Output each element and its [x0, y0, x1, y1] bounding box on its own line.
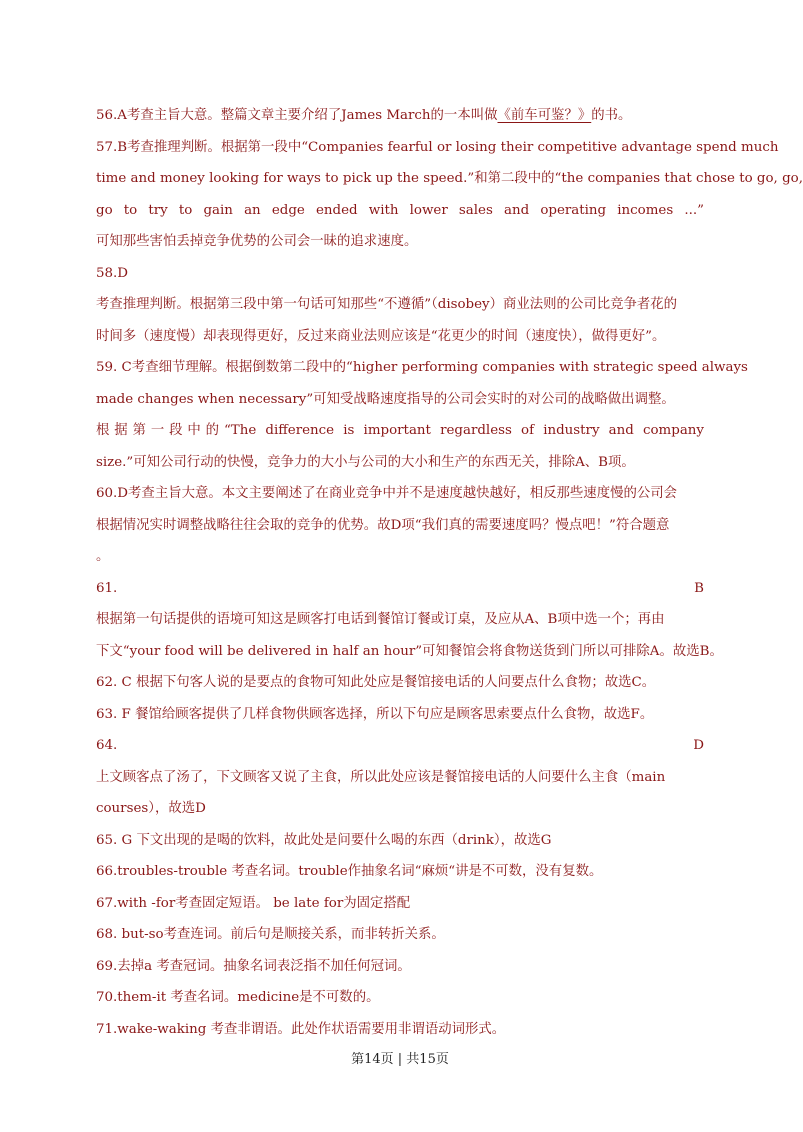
answer-61-letter: B	[694, 580, 704, 596]
answer-56	[96, 100, 704, 132]
answer-57-line-1: 57.B考查推理判断。根据第一段中“Companies fearful or losing their competitive advantage spend much	[96, 139, 779, 155]
answer-63: 63. F 餐馆给顾客提供了几样食物供顾客选择，所以下句应是顾客思索要点什么食物，故选F。	[96, 706, 654, 722]
answer-58-number: 58.D	[96, 265, 129, 281]
answer-70: 70.them-it 考查名词。medicine是不可数的。	[96, 990, 380, 1005]
answer-59-line-3: 根据第一段中的“The difference is important regardless of industry and company	[96, 423, 704, 438]
answer-68: 68. but-so考查连词。前后句是顺接关系，而非转折关系。	[96, 927, 445, 942]
answer-61-number: 61.	[96, 580, 118, 596]
answer-57-line-3: go to try to gain an edge ended with lower sales and operating incomes ...”	[96, 202, 704, 218]
answer-65: 65. G 下文出现的是喝的饮料，故此处是问要什么喝的东西（drink），故选G	[96, 832, 552, 848]
page-footer: 第14页 | 共15页	[351, 1052, 449, 1067]
answer-64-header	[96, 730, 704, 762]
answer-60-line-1: 60.D考查主旨大意。本文主要阐述了在商业竞争中并不是速度越快越好，相反那些速度慢的公司会	[96, 486, 678, 501]
answer-57-line-2: time and money looking for ways to pick up the speed.”和第二段中的“the companies that chose to go, go,	[96, 171, 803, 186]
answer-61-line-1: 根据第一句话提供的语境可知这是顾客打电话到餐馆订餐或订桌，及应从A、B项中选一个；再由	[96, 612, 665, 627]
answer-59-line-2: made changes when necessary”可知受战略速度指导的公司会实时的对公司的战略做出调整。	[96, 391, 675, 407]
answer-explanations	[96, 100, 803, 1045]
answer-67: 67.with -for考查固定短语。 be late for为固定搭配	[96, 895, 411, 911]
answer-60-line-2: 根据情况实时调整战略往往会取的竞争的优势。故D项“我们真的需要速度吗？慢点吧！”符合题意	[96, 517, 670, 533]
answer-64-line-2: courses），故选D	[96, 801, 206, 816]
answer-59-line-4: size.”可知公司行动的快慢，竞争力的大小与公司的大小和生产的东西无关，排除A、B项。	[96, 454, 635, 470]
answer-61-header	[96, 573, 704, 605]
answer-58-line-1: 考查推理判断。根据第三段中第一句话可知那些“不遵循”（disobey）商业法则的公司比竞争者花的	[96, 297, 678, 312]
answer-58-line-2: 时间多（速度慢）却表现得更好，反过来商业法则应该是“花更少的时间（速度快），做得更好”。	[96, 328, 666, 344]
answer-69: 69.去掉a 考查冠词。抽象名词表泛指不加任何冠词。	[96, 958, 411, 974]
answer-60-line-3: 。	[96, 549, 110, 564]
answer-66: 66.troubles-trouble 考查名词。trouble作抽象名词“麻烦“讲是不可数，没有复数。	[96, 864, 603, 879]
answer-61-line-2: 下文“your food will be delivered in half an hour”可知餐馆会将食物送货到门所以可排除A。故选B。	[96, 643, 723, 659]
answer-59-line-1: 59. C考查细节理解。根据倒数第二段中的“higher performing companies with strategic speed always	[96, 360, 748, 375]
answer-56-text: 56.A考查主旨大意。整篇文章主要介绍了James March的一本叫做	[96, 108, 498, 123]
answer-56-tail: 的书。	[591, 108, 632, 123]
answer-57-line-4: 可知那些害怕丢掉竞争优势的公司会一昧的追求速度。	[96, 234, 418, 249]
answer-64-number: 64.	[96, 738, 118, 753]
answer-71: 71.wake-waking 考查非谓语。此处作状语需要用非谓语动词形式。	[96, 1021, 506, 1037]
answer-64-letter: D	[693, 738, 704, 753]
book-title-link[interactable]: 《前车可鉴？》	[497, 108, 592, 123]
answer-64-line-1: 上文顾客点了汤了，下文顾客又说了主食，所以此处应该是餐馆接电话的人问要什么主食（main	[96, 769, 666, 785]
answer-62: 62. C 根据下句客人说的是要点的食物可知此处应是餐馆接电话的人问要点什么食物；故选C。	[96, 675, 656, 690]
